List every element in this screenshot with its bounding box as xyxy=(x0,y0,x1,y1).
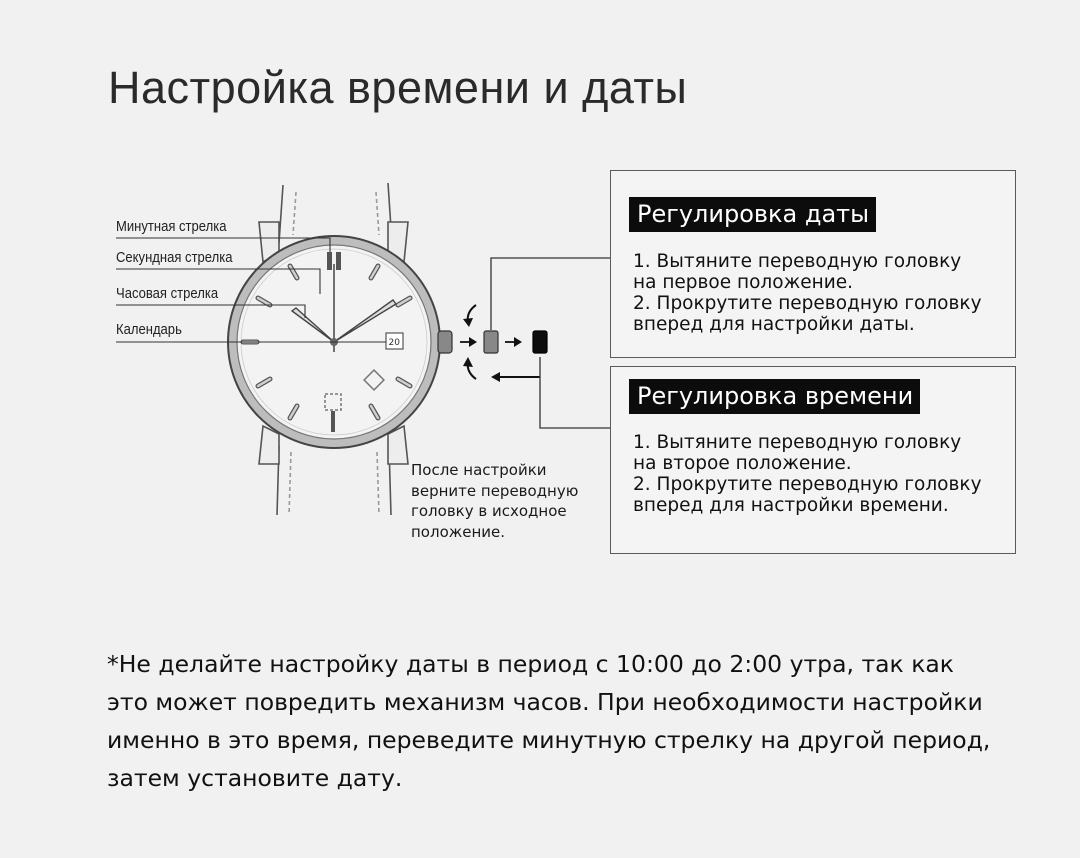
instruction-line: 2. Прокрутите переводную головку xyxy=(633,474,982,495)
date-adjustment-panel xyxy=(610,170,1016,358)
return-note-line: головку в исходное xyxy=(411,502,567,520)
watch-crown xyxy=(438,331,452,353)
return-crown-note xyxy=(411,460,611,542)
label-calendar: Календарь xyxy=(116,322,182,338)
arrow-right-icon xyxy=(514,337,522,347)
label-minute-hand: Минутная стрелка xyxy=(116,219,227,235)
return-note-line: положение. xyxy=(411,522,506,541)
marker-12 xyxy=(327,252,332,270)
crown-positions xyxy=(460,305,547,382)
label-hour-hand: Часовая стрелка xyxy=(116,286,219,302)
instruction-line: на первое положение. xyxy=(633,272,854,293)
warning-line: именно в это время, переведите минутную стрелку на другой период, xyxy=(107,726,991,754)
time-panel-instructions xyxy=(633,432,1013,516)
time-panel-heading: Регулировка времени xyxy=(629,379,920,414)
curved-arrow-icon xyxy=(463,318,473,327)
instruction-line: вперед для настройки времени. xyxy=(633,495,949,516)
panel-connectors xyxy=(491,258,612,428)
crown-position-2-icon xyxy=(533,331,547,353)
instruction-line: 2. Прокрутите переводную головку xyxy=(633,293,982,314)
label-second-hand: Секундная стрелка xyxy=(116,250,233,266)
arrow-left-icon xyxy=(491,372,500,382)
date-panel-instructions xyxy=(633,251,1013,335)
warning-line: *Не делайте настройку даты в период с 10:00 до 2:00 утра, так как xyxy=(107,650,954,678)
return-note-line: После настройки xyxy=(411,461,547,479)
warning-line: затем установите дату. xyxy=(107,764,403,792)
date-panel-heading: Регулировка даты xyxy=(629,197,876,232)
instruction-line: 1. Вытяните переводную головку xyxy=(633,251,962,272)
instruction-line: 1. Вытяните переводную головку xyxy=(633,432,962,453)
page-title: Настройка времени и даты xyxy=(108,62,688,113)
crown-position-1-icon xyxy=(484,331,498,353)
date-window-text: 20 xyxy=(388,338,400,348)
instruction-line: на второе положение. xyxy=(633,453,852,474)
instruction-line: вперед для настройки даты. xyxy=(633,314,915,335)
curved-arrow-icon xyxy=(463,357,473,367)
return-note-line: верните переводную xyxy=(411,481,579,500)
time-adjustment-panel xyxy=(610,366,1016,554)
arrow-right-icon xyxy=(469,337,477,347)
warning-line: это может повредить механизм часов. При необходимости настройки xyxy=(107,688,983,716)
warning-note xyxy=(107,645,1037,797)
